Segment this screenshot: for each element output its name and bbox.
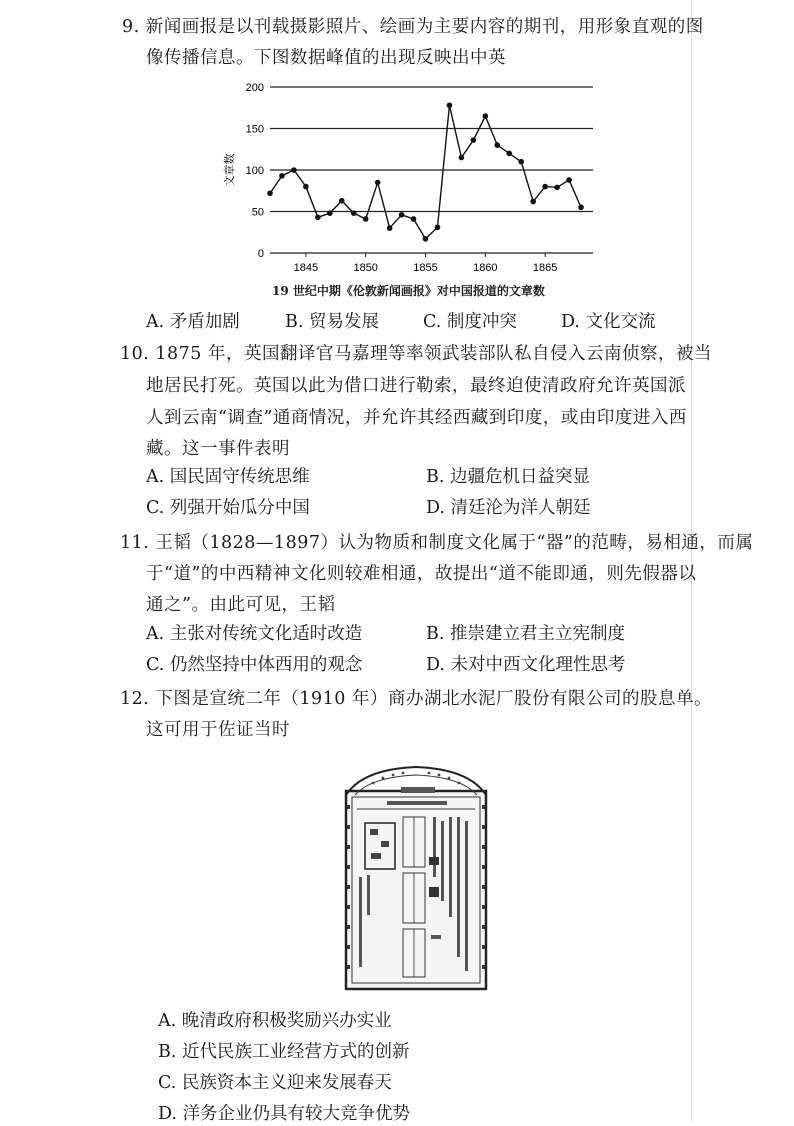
q9-line-chart: [215, 75, 605, 275]
data-point: [530, 199, 536, 205]
data-point: [518, 159, 524, 165]
q11-stem-line-2: 于“道”的中西精神文化则较难相通，故提出“道不能即通，则先假器以: [146, 564, 697, 584]
y-tick-label: 100: [245, 165, 264, 177]
q10-stem-line-4: 藏。这一事件表明: [146, 439, 290, 459]
data-point: [483, 113, 489, 119]
data-point: [554, 185, 560, 191]
data-point: [291, 167, 297, 173]
q11-option-a[interactable]: A. 主张对传统文化适时改造: [146, 624, 363, 644]
dividend-certificate-image: [343, 765, 489, 993]
q9-option-c[interactable]: C. 制度冲突: [423, 312, 517, 332]
y-axis-label: 文章数: [223, 153, 236, 187]
q10-stem-line-1: 10. 1875 年，英国翻译官马嘉理等率领武装部队私自侵入云南侦察，被当: [120, 344, 712, 364]
q11-stem-line-1: 11. 王韬（1828—1897）认为物质和制度文化属于“器”的范畴，易相通，而属: [120, 533, 754, 553]
data-point: [542, 184, 548, 190]
q11-stem-line-3: 通之”。由此可见，王韬: [146, 595, 336, 615]
q12-stem-line-2: 这可用于佐证当时: [146, 720, 290, 740]
data-point: [471, 137, 477, 143]
q12-option-a[interactable]: A. 晚清政府积极奖励兴办实业: [158, 1011, 392, 1031]
x-tick-label: 1845: [293, 262, 319, 274]
q9-option-b[interactable]: B. 贸易发展: [285, 312, 379, 332]
y-tick-label: 150: [245, 123, 264, 136]
data-point: [566, 177, 572, 183]
page-edge-divider: [691, 0, 692, 1122]
x-tick-label: 1850: [353, 262, 378, 274]
q11-option-c[interactable]: C. 仍然坚持中体西用的观念: [146, 655, 363, 675]
data-point: [267, 190, 273, 196]
y-tick-label: 0: [257, 248, 264, 260]
data-point: [447, 102, 453, 108]
x-tick-label: 1865: [532, 262, 558, 274]
q11-option-d[interactable]: D. 未对中西文化理性思考: [426, 655, 626, 675]
x-tick-label: 1855: [413, 262, 438, 274]
data-point: [423, 236, 429, 242]
q12-option-d[interactable]: D. 洋务企业仍具有较大竞争优势: [158, 1104, 411, 1124]
q9-stem-line-1: 9. 新闻画报是以刊载摄影照片、绘画为主要内容的期刊，用形象直观的图: [122, 17, 704, 37]
y-tick-label: 200: [245, 82, 264, 94]
q12-stem-line-1: 12. 下图是宣统二年（1910 年）商办湖北水泥厂股份有限公司的股息单。: [120, 689, 712, 709]
data-point: [411, 216, 417, 222]
data-point: [494, 142, 500, 148]
data-point: [375, 180, 381, 186]
data-point: [363, 216, 369, 222]
q10-option-a[interactable]: A. 国民固守传统思维: [146, 467, 310, 487]
q9-stem-line-2: 像传播信息。下图数据峰值的出现反映出中英: [146, 48, 506, 68]
data-point: [387, 225, 393, 231]
q11-option-b[interactable]: B. 推崇建立君主立宪制度: [426, 624, 625, 644]
data-point: [578, 205, 584, 211]
y-tick-label: 50: [251, 206, 264, 219]
chart-caption: 19 世纪中期《伦敦新闻画报》对中国报道的文章数: [272, 284, 545, 298]
q12-option-b[interactable]: B. 近代民族工业经营方式的创新: [158, 1042, 410, 1062]
q9-option-a[interactable]: A. 矛盾加剧: [146, 312, 240, 332]
data-point: [327, 210, 333, 216]
q10-option-d[interactable]: D. 清廷沦为洋人朝廷: [426, 498, 591, 518]
data-point: [303, 184, 309, 190]
data-point: [506, 151, 512, 157]
data-point: [435, 224, 441, 230]
q9-option-d[interactable]: D. 文化交流: [561, 312, 656, 332]
q10-stem-line-3: 人到云南“调查”通商情况，并允许其经西藏到印度，或由印度进入西: [146, 408, 687, 428]
data-point: [315, 215, 321, 221]
data-point: [279, 173, 285, 179]
q10-option-c[interactable]: C. 列强开始瓜分中国: [146, 498, 310, 518]
q10-stem-line-2: 地居民打死。英国以此为借口进行勒索，最终迫使清政府允许英国派: [146, 376, 686, 396]
q12-option-c[interactable]: C. 民族资本主义迎来发展春天: [158, 1073, 392, 1093]
data-point: [399, 212, 405, 218]
data-point: [339, 198, 345, 204]
data-point: [459, 155, 465, 161]
data-point: [351, 210, 357, 216]
q10-option-b[interactable]: B. 边疆危机日益突显: [426, 467, 590, 487]
x-tick-label: 1860: [473, 262, 498, 274]
